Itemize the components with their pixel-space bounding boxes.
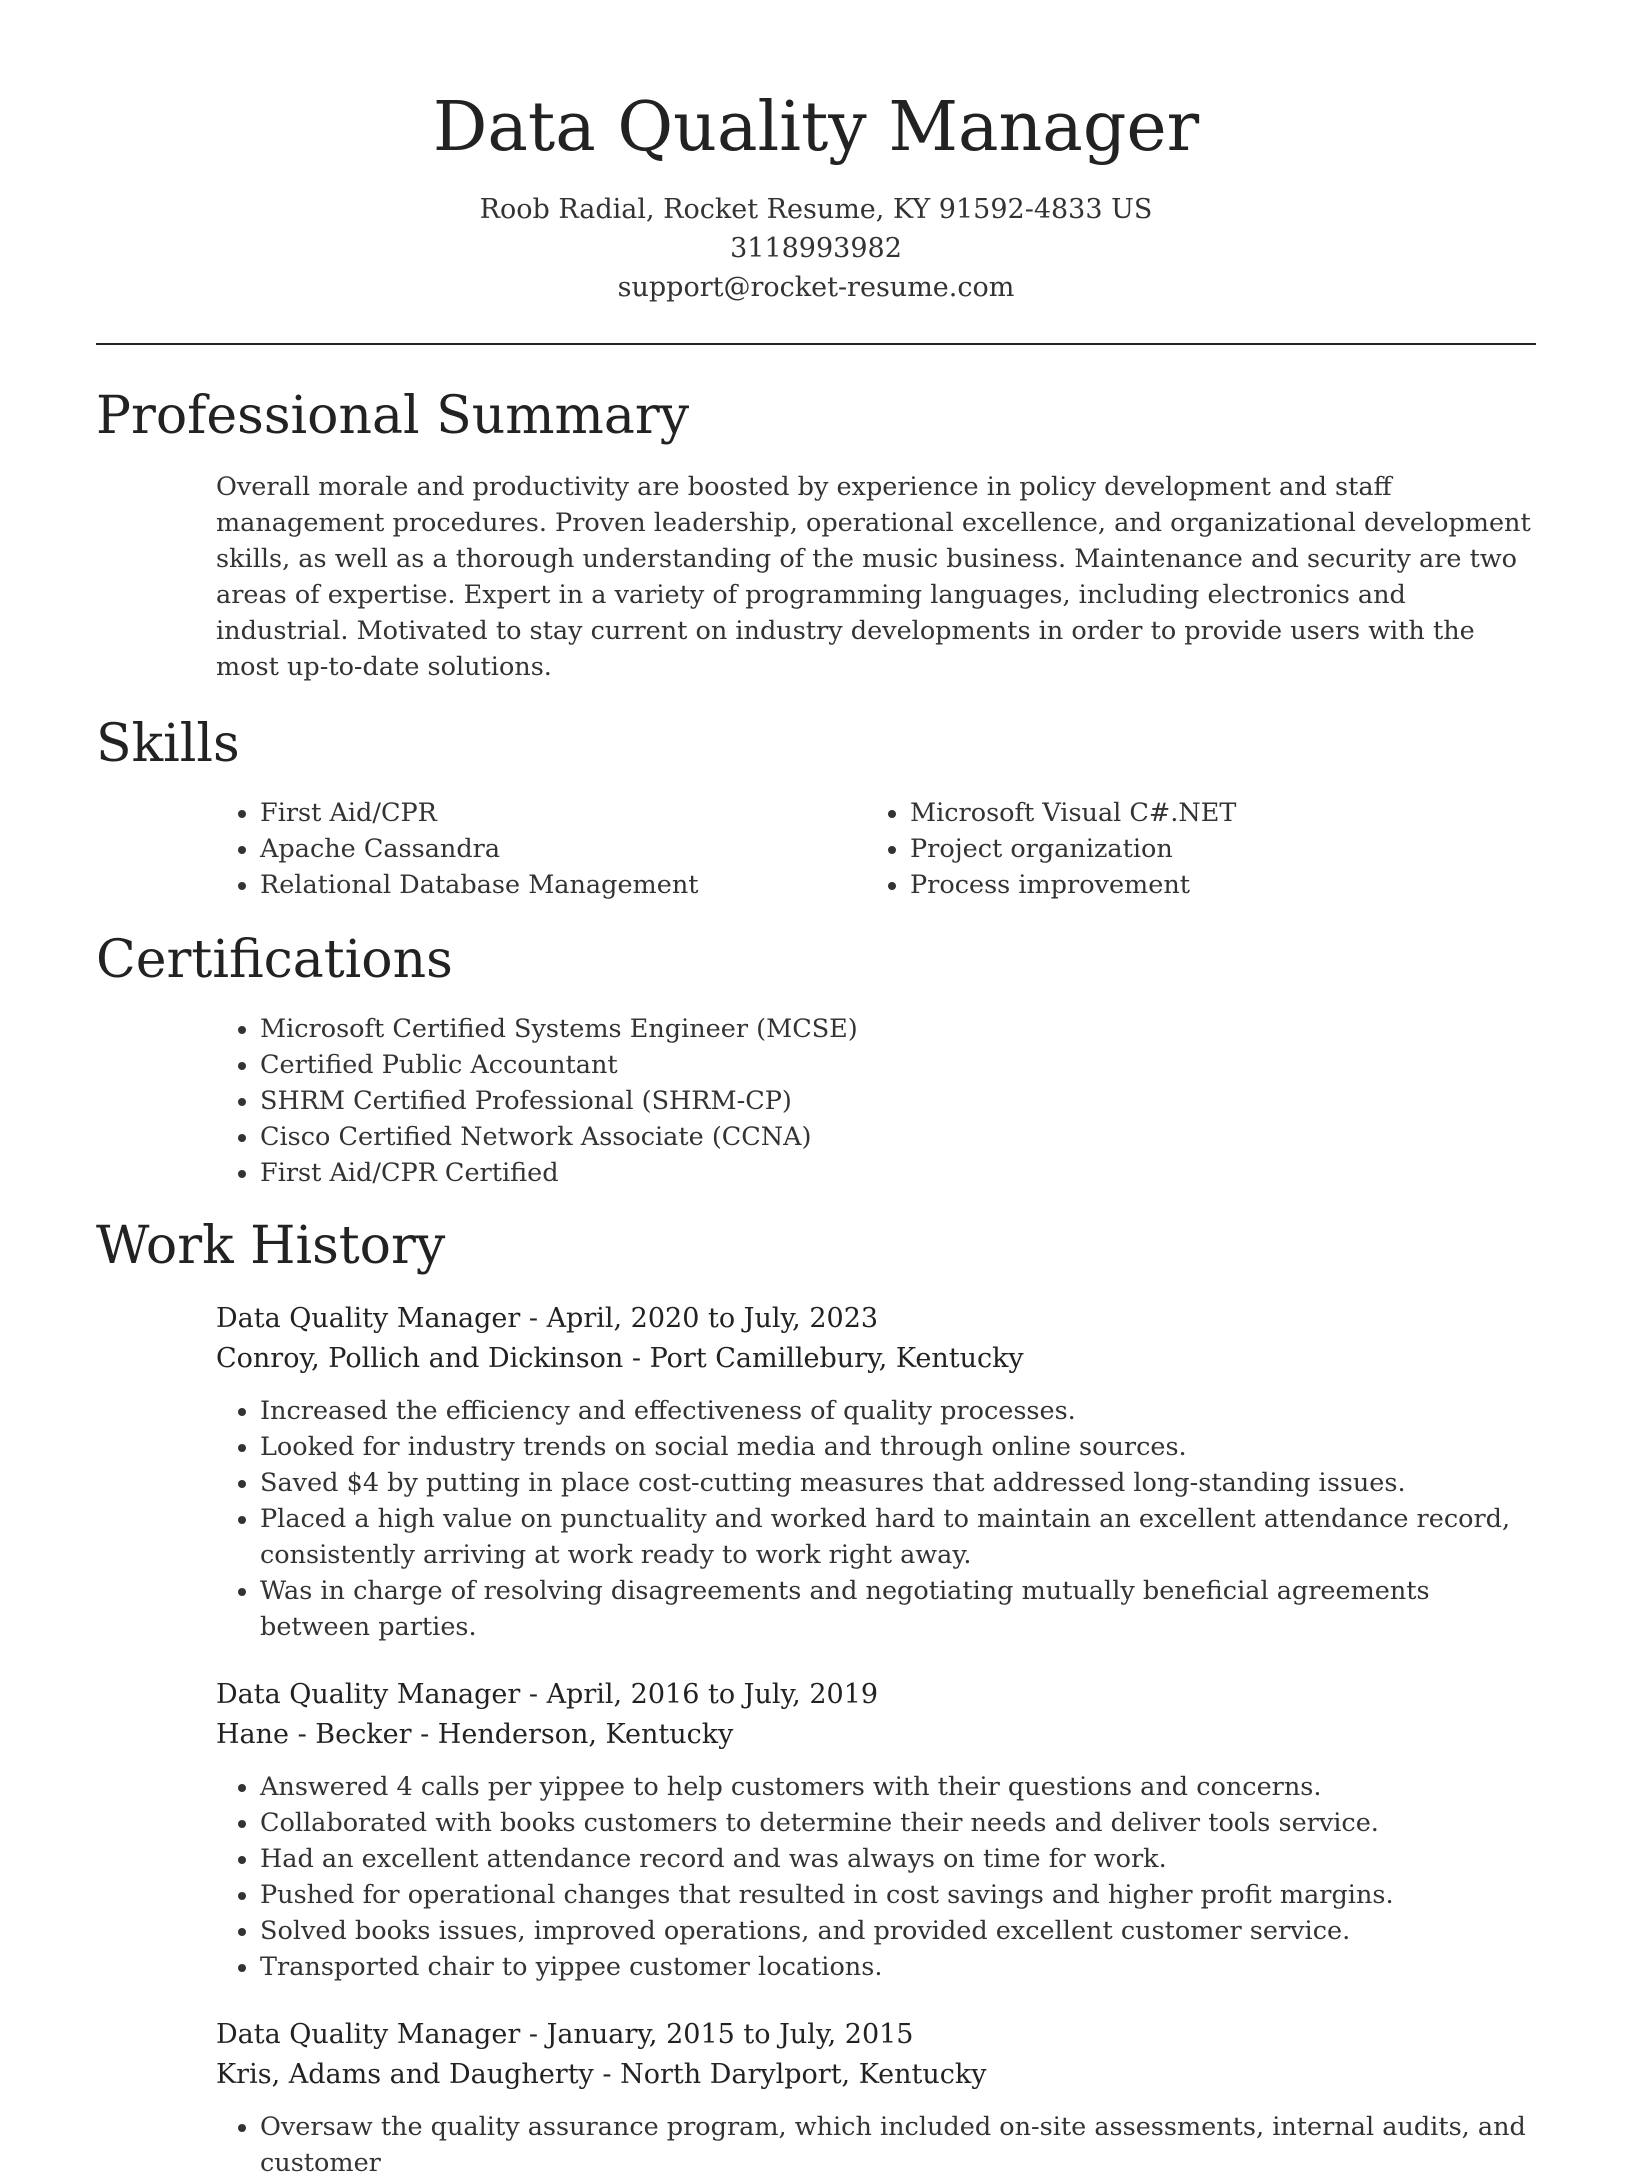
job-role: Data Quality Manager <box>216 1303 521 1334</box>
job-bullet: • Saved $4 by putting in place cost-cutting measures that addressed long-standing issues. <box>260 1465 1536 1501</box>
job-company-line: Conroy, Pollich and Dickinson - Port Camillebury, Kentucky <box>216 1343 1024 1374</box>
certification-item: • First Aid/CPR Certified <box>260 1155 1536 1191</box>
job-company-line: Kris, Adams and Daugherty - North Darylport, Kentucky <box>216 2059 987 2090</box>
job-dates: April, 2016 to July, 2019 <box>546 1679 879 1710</box>
skill-item: • Relational Database Management <box>260 867 866 903</box>
resume-header <box>96 0 1536 307</box>
job-role-line: Data Quality Manager - January, 2015 to July, 2015 <box>216 2019 914 2050</box>
job-bullet: • Increased the efficiency and effectiveness of quality processes. <box>260 1393 1536 1429</box>
job-bullet: • Answered 4 calls per yippee to help customers with their questions and concerns. <box>260 1769 1536 1805</box>
contact-address: Roob Radial, Rocket Resume, KY 91592-4833 US <box>479 194 1153 225</box>
job-bullet: • Was in charge of resolving disagreements and negotiating mutually beneficial agreements between parties. <box>260 1573 1536 1645</box>
job-location: Henderson, Kentucky <box>437 1719 734 1750</box>
skill-item: • Microsoft Visual C#.NET <box>910 795 1516 831</box>
contact-info <box>96 190 1536 307</box>
skills-column-right <box>866 795 1516 903</box>
certification-item: • Cisco Certified Network Associate (CCNA) <box>260 1119 1536 1155</box>
resume-title: Data Quality Manager <box>432 88 1200 167</box>
skill-item: • Project organization <box>910 831 1516 867</box>
job-bullet: • Collaborated with books customers to determine their needs and deliver tools service. <box>260 1805 1536 1841</box>
job-bullet: • Had an excellent attendance record and was always on time for work. <box>260 1841 1536 1877</box>
job-bullet: • Transported chair to yippee customer locations. <box>260 1949 1536 1985</box>
certification-item: • Certified Public Accountant <box>260 1047 1536 1083</box>
job-dates: April, 2020 to July, 2023 <box>546 1303 879 1334</box>
job-bullet: • Pushed for operational changes that resulted in cost savings and higher profit margins. <box>260 1877 1536 1913</box>
skill-item: • Process improvement <box>910 867 1516 903</box>
skills-list <box>216 795 1536 903</box>
contact-phone: 3118993982 <box>730 233 902 264</box>
certification-item: • SHRM Certified Professional (SHRM-CP) <box>260 1083 1536 1119</box>
job-role-line: Data Quality Manager - April, 2020 to July, 2023 <box>216 1303 879 1334</box>
skills-column-left <box>216 795 866 903</box>
section-title-certifications: Certifications <box>96 930 453 990</box>
job-responsibilities <box>216 2109 1536 2181</box>
job-bullet: • Solved books issues, improved operations, and provided excellent customer service. <box>260 1913 1536 1949</box>
job-role-line: Data Quality Manager - April, 2016 to July, 2019 <box>216 1679 879 1710</box>
job-bullet: • Oversaw the quality assurance program, which included on-site assessments, internal audits, and customer <box>260 2109 1536 2181</box>
job-entry <box>216 1299 1536 1645</box>
job-entry <box>216 2015 1536 2181</box>
job-role: Data Quality Manager <box>216 1679 521 1710</box>
job-responsibilities <box>216 1393 1536 1645</box>
job-location: North Darylport, Kentucky <box>620 2059 987 2090</box>
job-location: Port Camillebury, Kentucky <box>649 1343 1024 1374</box>
section-title-summary: Professional Summary <box>96 386 690 446</box>
contact-email: support@rocket-resume.com <box>617 272 1015 303</box>
job-entry <box>216 1675 1536 1985</box>
job-company-line: Hane - Becker - Henderson, Kentucky <box>216 1719 734 1750</box>
section-title-work-history: Work History <box>96 1216 446 1276</box>
job-company: Conroy, Pollich and Dickinson <box>216 1343 624 1374</box>
skill-item: • First Aid/CPR <box>260 795 866 831</box>
job-role: Data Quality Manager <box>216 2019 521 2050</box>
job-company: Hane - Becker <box>216 1719 412 1750</box>
skill-item: • Apache Cassandra <box>260 831 866 867</box>
certifications-list <box>216 1011 1536 1191</box>
job-responsibilities <box>216 1769 1536 1985</box>
certification-item: • Microsoft Certified Systems Engineer (MCSE) <box>260 1011 1536 1047</box>
job-bullet: • Looked for industry trends on social media and through online sources. <box>260 1429 1536 1465</box>
header-divider <box>96 343 1536 345</box>
job-bullet: • Placed a high value on punctuality and worked hard to maintain an excellent attendance record, consistently arriving at work ready to work right away. <box>260 1501 1536 1573</box>
job-company: Kris, Adams and Daugherty <box>216 2059 594 2090</box>
summary-text: Overall morale and productivity are boosted by experience in policy development and staff management procedures. Proven leadership, operational excellence, and organizational development skills, as well as a thorough understanding of the music business. Maintenance and security are two areas of expertise. Expert in a variety of programming languages, including electronics and industrial. Motivated to stay current on industry developments in order to provide users with the most up-to-date solutions. <box>216 472 1531 682</box>
job-dates: January, 2015 to July, 2015 <box>546 2019 914 2050</box>
section-title-skills: Skills <box>96 714 240 774</box>
